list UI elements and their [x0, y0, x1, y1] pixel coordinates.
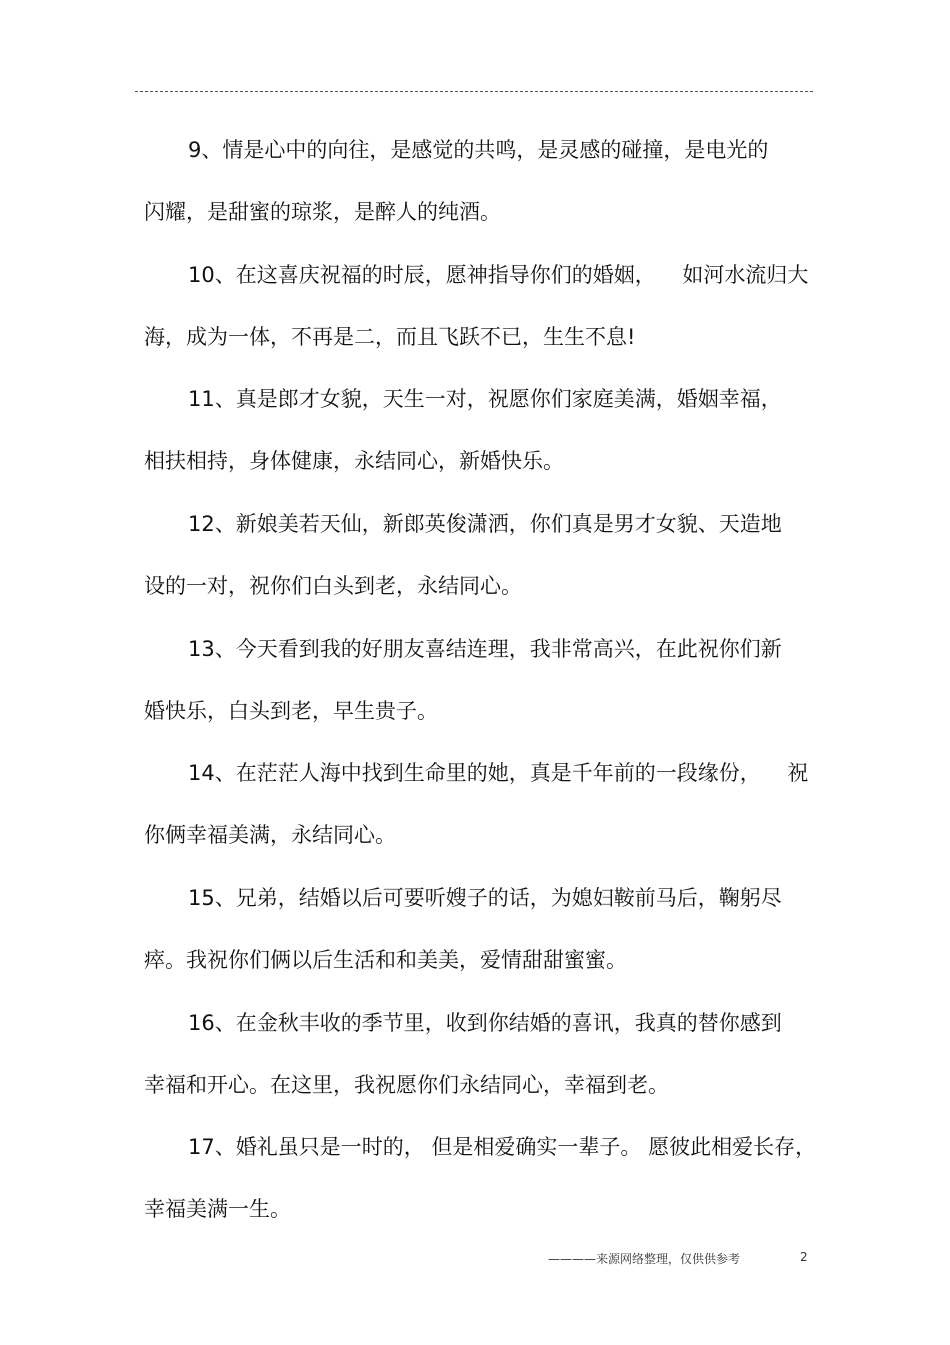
paragraph-14-line-1: 14、在茫茫人海中找到生命里的她，真是千年前的一段缘份， 祝	[188, 761, 809, 785]
paragraph-9-line-2: 闪耀，是甜蜜的琼浆，是醉人的纯酒。	[144, 200, 501, 224]
paragraph-10-line-2: 海，成为一体，不再是二，而且飞跃不已，生生不息!	[144, 325, 636, 349]
paragraph-12-line-1: 12、新娘美若天仙，新郎英俊潇洒，你们真是男才女貌、天造地	[188, 512, 782, 536]
paragraph-12-line-2: 设的一对，祝你们白头到老，永结同心。	[144, 574, 522, 598]
paragraph-15-line-1: 15、兄弟，结婚以后可要听嫂子的话，为媳妇鞍前马后，鞠躬尽	[188, 886, 782, 910]
paragraph-11-line-1: 11、真是郎才女貌，天生一对，祝愿你们家庭美满，婚姻幸福，	[188, 387, 782, 411]
paragraph-14-line-2: 你俩幸福美满，永结同心。	[144, 823, 396, 847]
paragraph-17-line-2: 幸福美满一生。	[144, 1197, 291, 1221]
paragraph-17-line-1: 17、婚礼虽只是一时的， 但是相爱确实一辈子。 愿彼此相爱长存，	[188, 1135, 817, 1159]
paragraph-10-line-1: 10、在这喜庆祝福的时辰，愿神指导你们的婚姻， 如河水流归大	[188, 263, 809, 287]
footer-source-note: ————来源网络整理，仅供供参考	[548, 1252, 741, 1266]
paragraph-16-line-2: 幸福和开心。在这里，我祝愿你们永结同心，幸福到老。	[144, 1073, 669, 1097]
paragraph-16-line-1: 16、在金秋丰收的季节里，收到你结婚的喜讯，我真的替你感到	[188, 1011, 782, 1035]
paragraph-9-line-1: 9、情是心中的向往，是感觉的共鸣，是灵感的碰撞，是电光的	[188, 138, 769, 162]
header-divider	[135, 91, 813, 92]
paragraph-13-line-1: 13、今天看到我的好朋友喜结连理，我非常高兴，在此祝你们新	[188, 637, 782, 661]
paragraph-11-line-2: 相扶相持，身体健康，永结同心，新婚快乐。	[144, 449, 564, 473]
paragraph-15-line-2: 瘁。我祝你们俩以后生活和和美美，爱情甜甜蜜蜜。	[144, 948, 627, 972]
page-number: 2	[800, 1250, 808, 1264]
paragraph-13-line-2: 婚快乐，白头到老，早生贵子。	[144, 699, 438, 723]
